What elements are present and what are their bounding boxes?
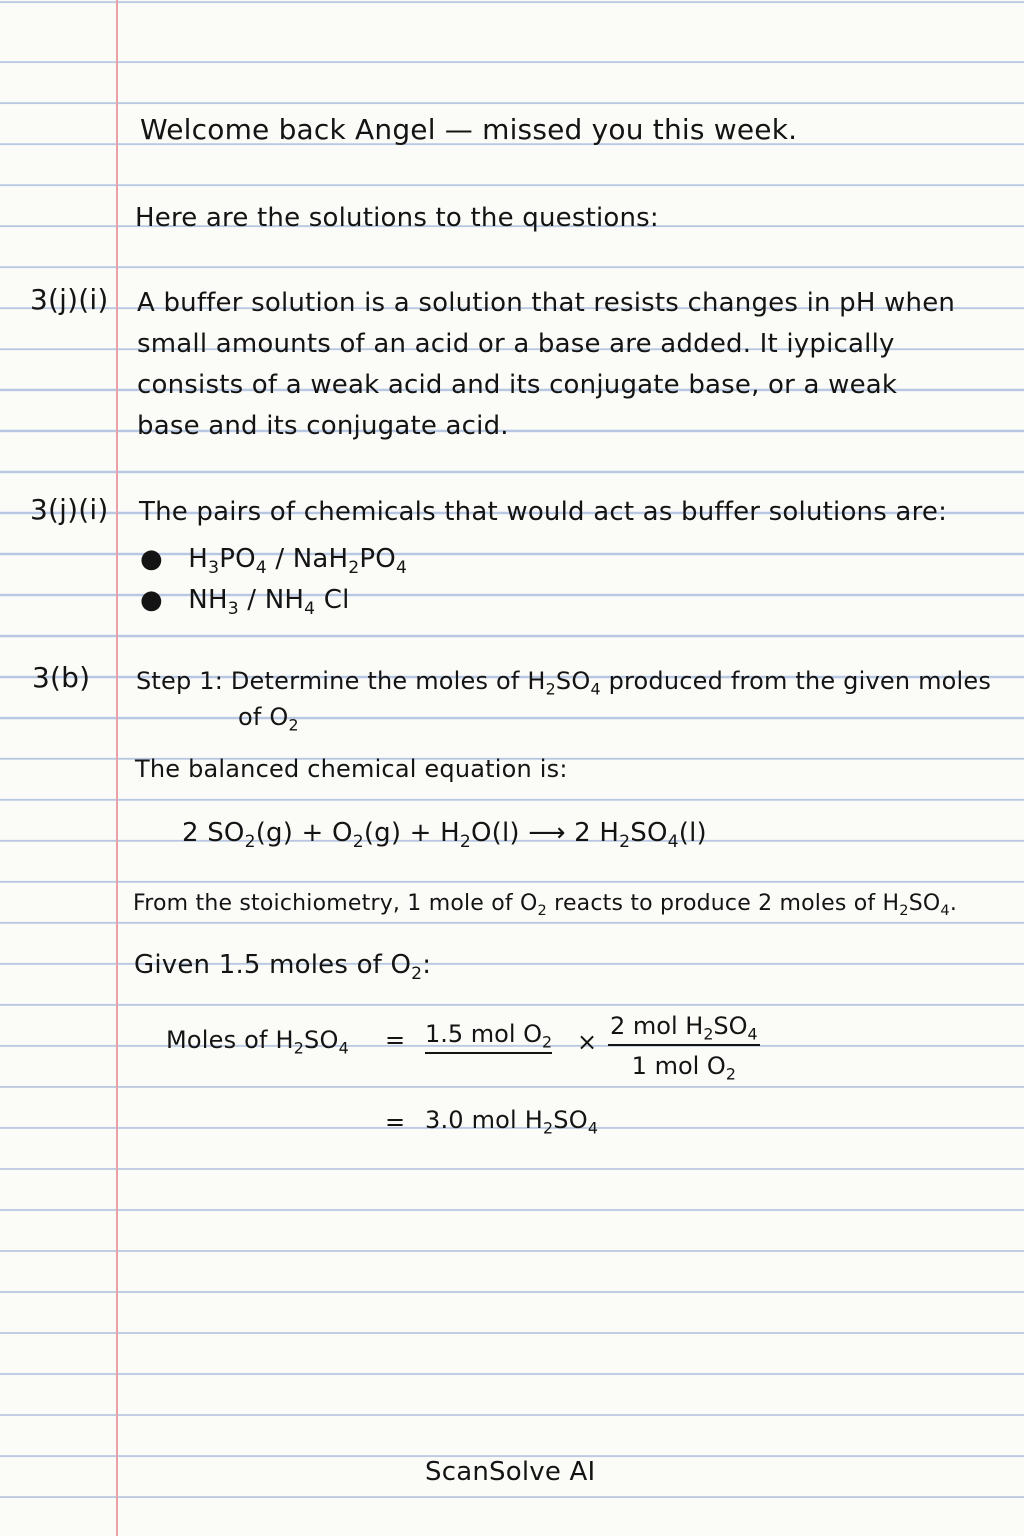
calc-equals-2: =: [385, 1108, 406, 1136]
question-label-3ji-a: 3(j)(i): [30, 283, 109, 316]
calc-lhs: Moles of $H_2SO_4$: [166, 1026, 349, 1058]
question-label-3b: 3(b): [32, 661, 91, 694]
buffer-definition-line-2: small amounts of an acid or a base are added. It iypically: [137, 329, 895, 359]
calc-times: ×: [577, 1028, 598, 1056]
buffer-pair-1: ● $H_3PO_4 / NaH_2PO_4$: [140, 544, 408, 578]
balanced-equation-intro: The balanced chemical equation is:: [135, 755, 568, 783]
calc-given-term: 1.5 mol $O_2$: [425, 1020, 552, 1054]
buffer-pairs-intro: The pairs of chemicals that would act as buffer solutions are:: [139, 497, 948, 527]
greeting: Welcome back Angel — missed you this week.: [140, 113, 798, 146]
bullet-dot-icon: ●: [140, 544, 163, 574]
calc-equals-1: =: [385, 1026, 406, 1054]
margin-line: [116, 0, 118, 1536]
buffer-pair-2: ● $NH_3 / NH_4$ Cl: [140, 585, 350, 619]
fraction-numerator: 2 mol $H_2SO_4$: [608, 1012, 760, 1046]
footer-brand: ScanSolve AI: [425, 1457, 596, 1487]
intro-text: Here are the solutions to the questions:: [135, 203, 659, 233]
balanced-equation: 2 $SO_2(g) + O_2(g) + H_2O(l)$ ⟶ 2 $H_2SO_4(l)$: [182, 818, 707, 852]
fraction-denominator: 1 mol $O_2$: [631, 1052, 736, 1084]
calc-result: 3.0 mol $H_2SO_4$: [425, 1106, 599, 1138]
step-1-line-1: Step 1: Determine the moles of $H_2SO_4$ produced from the given moles: [136, 667, 992, 699]
conversion-fraction: [608, 1012, 760, 1084]
given-moles: Given 1.5 moles of $O_2$:: [134, 950, 432, 984]
question-label-3ji-b: 3(j)(i): [30, 493, 109, 526]
stoichiometry-statement: From the stoichiometry, 1 mole of $O_2$ reacts to produce 2 moles of $H_2SO_4$.: [133, 891, 958, 920]
buffer-definition-line-1: A buffer solution is a solution that resists changes in pH when: [137, 288, 956, 318]
bullet-dot-icon: ●: [140, 585, 163, 615]
buffer-definition-line-4: base and its conjugate acid.: [137, 411, 509, 441]
step-1-line-2: of $O_2$: [238, 703, 299, 735]
buffer-definition-line-3: consists of a weak acid and its conjugate base, or a weak: [137, 370, 898, 400]
